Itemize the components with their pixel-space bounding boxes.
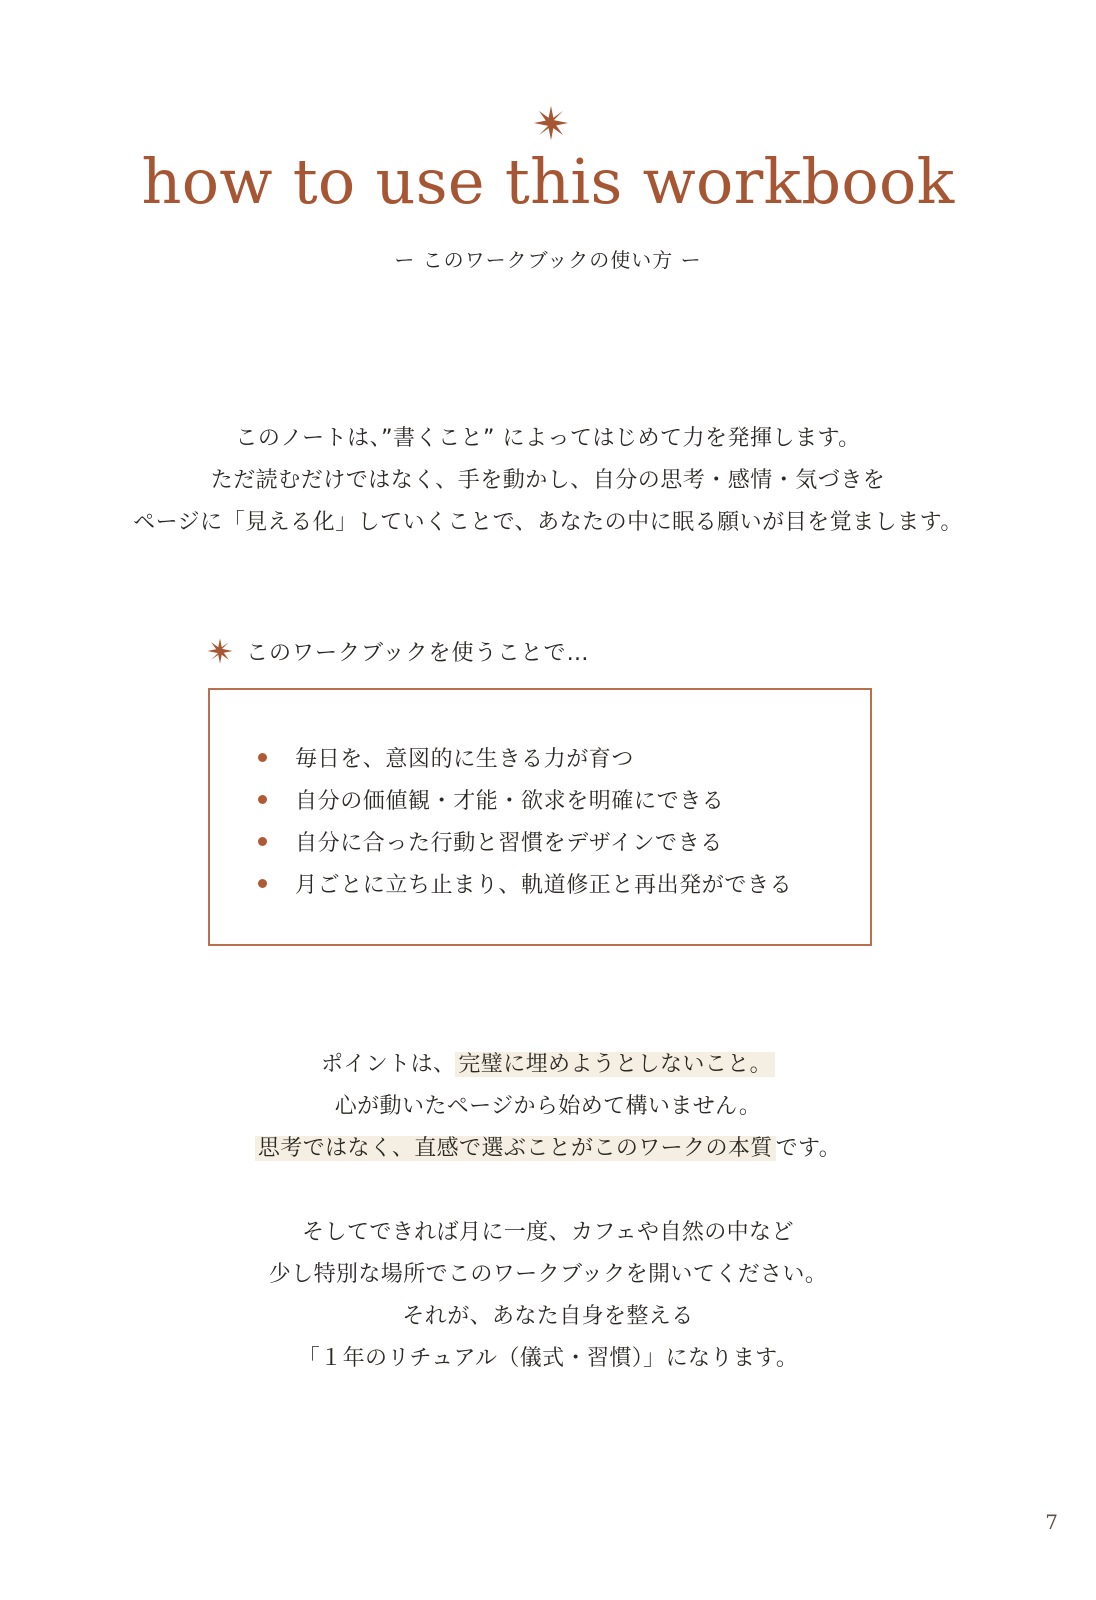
closing-line: それが、あなた自身を整える <box>402 1304 694 1329</box>
intro-line: ただ読むだけではなく、手を動かし、自分の思考・感情・気づきを <box>210 468 886 493</box>
benefit-item <box>258 862 838 904</box>
intro-line: ページに「見える化」していくことで、あなたの中に眠る願いが目を覚まします。 <box>133 510 963 535</box>
benefit-item <box>258 736 838 778</box>
highlighted-text: 思考ではなく、直感で選ぶことがこのワークの本質 <box>255 1136 776 1161</box>
closing-line: 「１年のリチュアル（儀式・習慣）」になります。 <box>297 1346 799 1371</box>
benefits-box <box>208 688 872 946</box>
benefit-text: 月ごとに立ち止まり、軌道修正と再出発ができる <box>295 872 793 898</box>
point-line-3 <box>0 1128 1096 1170</box>
star-icon <box>532 104 570 142</box>
point-tail-text: です。 <box>775 1136 842 1161</box>
highlighted-text: 完璧に埋めようとしないこと。 <box>455 1052 775 1077</box>
intro-paragraph <box>0 418 1096 544</box>
point-lead-text: ポイントは、 <box>320 1052 456 1077</box>
point-line-2: 心が動いたページから始めて構いません。 <box>334 1094 762 1119</box>
bullet-icon <box>258 795 267 804</box>
bullet-icon <box>258 753 267 762</box>
benefit-item <box>258 820 838 862</box>
benefit-text: 自分に合った行動と習慣をデザインできる <box>295 830 723 856</box>
closing-line: そしてできれば月に一度、カフェや自然の中など <box>302 1220 794 1245</box>
page-subtitle: ー このワークブックの使い方 ー <box>394 248 702 272</box>
page-number: 7 <box>1045 1510 1058 1534</box>
benefit-text: 自分の価値観・才能・欲求を明確にできる <box>295 788 725 814</box>
benefits-heading <box>206 634 589 668</box>
benefit-item <box>258 778 838 820</box>
bullet-icon <box>258 837 267 846</box>
star-icon <box>206 637 234 665</box>
benefits-heading-text: このワークブックを使うことで… <box>246 640 590 666</box>
closing-paragraph <box>0 1212 1096 1380</box>
page-title: how to use this workbook <box>141 145 955 218</box>
point-line-1 <box>0 1044 1096 1086</box>
point-paragraph <box>0 1044 1096 1170</box>
benefits-list <box>258 736 838 904</box>
bullet-icon <box>258 879 267 888</box>
benefit-text: 毎日を、意図的に生きる力が育つ <box>295 746 635 772</box>
closing-line: 少し特別な場所でこのワークブックを開いてください。 <box>268 1262 828 1287</box>
intro-line: このノートは、”書くこと” によってはじめて力を発揮します。 <box>235 426 861 451</box>
